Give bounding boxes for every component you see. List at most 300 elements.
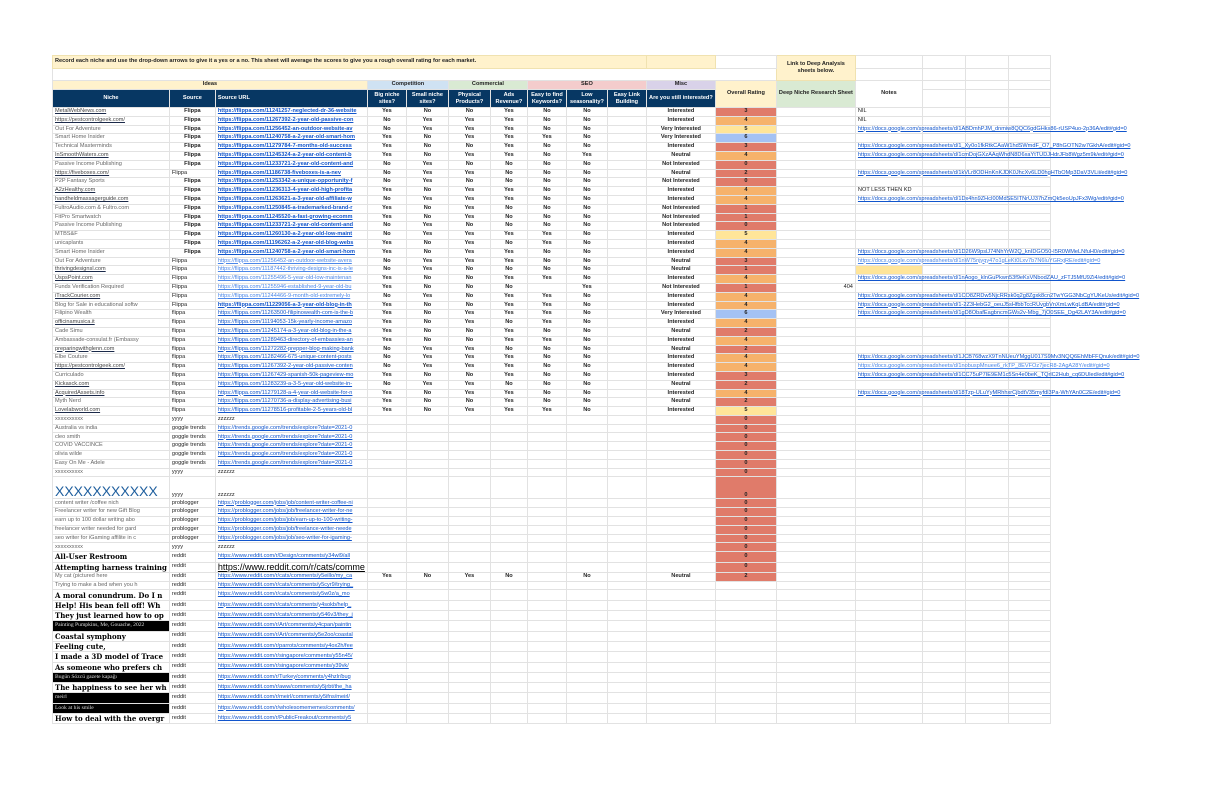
big-niche-cell[interactable]: Yes <box>367 398 406 407</box>
ads-cell[interactable]: Yes <box>490 187 527 196</box>
big-niche-cell[interactable]: Yes <box>367 310 406 319</box>
low-seasonality-cell[interactable]: No <box>566 178 607 187</box>
interest-dropdown[interactable] <box>646 683 715 693</box>
physical-cell[interactable]: Yes <box>448 389 490 398</box>
ads-cell[interactable] <box>490 433 527 442</box>
empty-cell[interactable] <box>965 266 1008 275</box>
ads-cell[interactable] <box>490 714 527 724</box>
physical-cell[interactable]: Yes <box>448 204 490 213</box>
link-building-cell[interactable] <box>607 672 646 682</box>
link-building-cell[interactable] <box>607 517 646 526</box>
notes-cell[interactable] <box>855 371 1125 380</box>
empty-cell[interactable] <box>965 499 1008 508</box>
niche-cell[interactable]: Bugün Sözcü gazete kapağı <box>53 672 170 682</box>
low-seasonality-cell[interactable]: No <box>566 371 607 380</box>
ads-cell[interactable]: Yes <box>490 151 527 160</box>
ads-cell[interactable] <box>490 477 527 499</box>
low-seasonality-cell[interactable]: No <box>566 213 607 222</box>
interest-dropdown[interactable] <box>646 590 715 600</box>
low-seasonality-cell[interactable]: No <box>566 345 607 354</box>
niche-cell[interactable]: unicaplants <box>53 239 170 248</box>
physical-cell[interactable]: No <box>448 336 490 345</box>
deep-research-cell[interactable] <box>776 672 855 682</box>
empty-cell[interactable] <box>922 116 965 125</box>
source-cell[interactable]: Flippa <box>169 160 215 169</box>
small-niche-cell[interactable]: No <box>406 143 448 152</box>
source-url-link[interactable]: https://flippa.com/11260130-a-2-year-old-low-maint <box>215 231 367 240</box>
source-cell[interactable]: Flippa <box>169 239 215 248</box>
notes-cell[interactable] <box>855 415 922 424</box>
easy-keywords-cell[interactable] <box>527 468 566 477</box>
empty-cell[interactable] <box>922 283 965 292</box>
low-seasonality-cell[interactable] <box>566 424 607 433</box>
deep-research-cell[interactable] <box>776 525 855 534</box>
deep-research-cell[interactable] <box>776 169 855 178</box>
empty-cell[interactable] <box>965 459 1008 468</box>
deep-research-cell[interactable] <box>776 116 855 125</box>
small-niche-cell[interactable]: Yes <box>406 169 448 178</box>
small-niche-cell[interactable]: Yes <box>406 160 448 169</box>
empty-cell[interactable] <box>1008 703 1050 713</box>
link-building-cell[interactable] <box>607 151 646 160</box>
deep-research-cell[interactable] <box>776 459 855 468</box>
easy-keywords-cell[interactable] <box>527 433 566 442</box>
physical-cell[interactable]: Yes <box>448 169 490 178</box>
easy-keywords-cell[interactable] <box>527 552 566 562</box>
small-niche-cell[interactable] <box>406 534 448 543</box>
link-building-cell[interactable] <box>607 195 646 204</box>
notes-cell[interactable] <box>855 611 922 621</box>
empty-cell[interactable] <box>1008 652 1050 662</box>
big-niche-cell[interactable]: Yes <box>367 572 406 581</box>
small-niche-cell[interactable] <box>406 693 448 703</box>
ads-cell[interactable]: Yes <box>490 363 527 372</box>
empty-cell[interactable] <box>922 562 965 572</box>
link-building-cell[interactable] <box>607 600 646 610</box>
deep-research-cell[interactable] <box>776 160 855 169</box>
deep-research-cell[interactable] <box>776 543 855 552</box>
big-niche-cell[interactable]: No <box>367 257 406 266</box>
notes-cell[interactable] <box>855 257 1101 266</box>
notes-cell[interactable] <box>855 301 1120 310</box>
notes-cell[interactable] <box>855 134 922 143</box>
niche-cell[interactable]: P2P Fantasy Sports <box>53 178 170 187</box>
empty-cell[interactable] <box>965 380 1008 389</box>
empty-cell[interactable] <box>1008 266 1050 275</box>
niche-cell[interactable]: Trying to make a bed when you h <box>53 581 170 590</box>
notes-cell[interactable] <box>855 703 922 713</box>
notes-cell[interactable] <box>855 239 922 248</box>
notes-cell[interactable] <box>855 345 922 354</box>
empty-cell[interactable] <box>922 204 965 213</box>
physical-cell[interactable]: Yes <box>448 345 490 354</box>
easy-keywords-cell[interactable]: No <box>527 178 566 187</box>
notes-cell[interactable] <box>855 310 1126 319</box>
ads-cell[interactable]: Yes <box>490 108 527 117</box>
niche-cell[interactable]: Ambassade-consulat.fr (Embassy <box>53 336 170 345</box>
empty-cell[interactable] <box>965 693 1008 703</box>
easy-keywords-cell[interactable]: Yes <box>527 275 566 284</box>
small-niche-cell[interactable]: No <box>406 134 448 143</box>
source-url-link[interactable]: https://trends.google.com/trends/explore?date=2021-0 <box>215 433 367 442</box>
deep-research-cell[interactable] <box>776 292 855 301</box>
source-cell[interactable]: goggle trends <box>169 451 215 460</box>
interest-dropdown[interactable] <box>646 415 715 424</box>
deep-research-cell[interactable] <box>776 266 855 275</box>
empty-cell[interactable] <box>1008 590 1050 600</box>
small-niche-cell[interactable]: Yes <box>406 354 448 363</box>
interest-dropdown[interactable]: Interested <box>646 143 715 152</box>
empty-cell[interactable] <box>1008 459 1050 468</box>
source-cell[interactable]: Flippa <box>169 257 215 266</box>
low-seasonality-cell[interactable]: No <box>566 231 607 240</box>
big-niche-cell[interactable]: Yes <box>367 407 406 416</box>
big-niche-cell[interactable] <box>367 621 406 631</box>
interest-dropdown[interactable] <box>646 424 715 433</box>
empty-cell[interactable] <box>922 459 965 468</box>
notes-cell[interactable] <box>855 160 922 169</box>
physical-cell[interactable] <box>448 693 490 703</box>
notes-cell[interactable] <box>855 266 922 275</box>
deep-research-cell[interactable] <box>776 468 855 477</box>
deep-research-cell[interactable] <box>776 319 855 328</box>
source-url-link[interactable]: https://flippa.com/11255496-5-year-old-low-maintenan <box>215 275 367 284</box>
empty-cell[interactable] <box>922 703 965 713</box>
empty-cell[interactable] <box>1008 380 1050 389</box>
interest-dropdown[interactable]: Not Interested <box>646 213 715 222</box>
empty-cell[interactable] <box>1008 239 1050 248</box>
empty-cell[interactable] <box>1008 562 1050 572</box>
big-niche-cell[interactable] <box>367 652 406 662</box>
source-url-link[interactable]: zzzzzz <box>215 415 367 424</box>
low-seasonality-cell[interactable]: No <box>566 125 607 134</box>
link-building-cell[interactable] <box>607 283 646 292</box>
link-building-cell[interactable] <box>607 275 646 284</box>
interest-dropdown[interactable]: Interested <box>646 275 715 284</box>
deep-research-cell[interactable] <box>776 248 855 257</box>
source-cell[interactable]: flippa <box>169 363 215 372</box>
easy-keywords-cell[interactable] <box>527 283 566 292</box>
ads-cell[interactable] <box>490 525 527 534</box>
deep-research-cell[interactable] <box>776 534 855 543</box>
ads-cell[interactable] <box>490 415 527 424</box>
physical-cell[interactable] <box>448 641 490 651</box>
source-cell[interactable]: flippa <box>169 310 215 319</box>
source-url-link[interactable]: https://problogger.com/jobs/job/earn-up-to-100-writing- <box>215 517 367 526</box>
physical-cell[interactable] <box>448 714 490 724</box>
easy-keywords-cell[interactable] <box>527 662 566 672</box>
niche-cell[interactable]: A2zHealthy.com <box>53 187 170 196</box>
interest-dropdown[interactable] <box>646 662 715 672</box>
niche-cell[interactable]: Feeling cute, <box>53 641 170 651</box>
interest-dropdown[interactable]: Interested <box>646 187 715 196</box>
source-url-link[interactable]: https://flippa.com/11279128-a-4-year-old-website-for-n <box>215 389 367 398</box>
big-niche-cell[interactable] <box>367 451 406 460</box>
low-seasonality-cell[interactable] <box>566 662 607 672</box>
physical-cell[interactable] <box>448 424 490 433</box>
physical-cell[interactable]: No <box>448 160 490 169</box>
notes-link[interactable]: https://docs.google.com/spreadsheets/d/1nW75njyqy47o1gLeKt0Lxv7b7N6luYGRxjRE/edit#gid=0 <box>857 257 1101 264</box>
source-url-link[interactable]: https://flippa.com/11279784-7-months-old-success <box>215 143 367 152</box>
source-url-link[interactable]: https://flippa.com/11270736-a-display-advertising-busi <box>215 398 367 407</box>
notes-link[interactable]: https://docs.google.com/spreadsheets/d/1ABDmhPJM_dnmiw8QQC6gdGHkx86-rUSP4uo-2p36A/edit#gid=0 <box>857 125 1127 132</box>
easy-keywords-cell[interactable] <box>527 459 566 468</box>
low-seasonality-cell[interactable] <box>566 600 607 610</box>
source-url-link[interactable]: https://problogger.com/jobs/job/freelancer-writer-for-ne <box>215 508 367 517</box>
interest-dropdown[interactable] <box>646 672 715 682</box>
notes-cell[interactable] <box>855 543 922 552</box>
deep-research-cell[interactable] <box>776 703 855 713</box>
source-cell[interactable]: flippa <box>169 380 215 389</box>
empty-cell[interactable] <box>1008 231 1050 240</box>
interest-dropdown[interactable]: Neutral <box>646 151 715 160</box>
easy-keywords-cell[interactable] <box>527 572 566 581</box>
empty-cell[interactable] <box>1008 451 1050 460</box>
deep-research-cell[interactable] <box>776 195 855 204</box>
ads-cell[interactable]: Yes <box>490 257 527 266</box>
source-url-link[interactable]: https://www.reddit.com/r/wholesomememes/comments/ <box>215 703 367 713</box>
ads-cell[interactable]: Yes <box>490 327 527 336</box>
empty-cell[interactable] <box>965 327 1008 336</box>
big-niche-cell[interactable]: No <box>367 363 406 372</box>
notes-cell[interactable] <box>855 275 1126 284</box>
low-seasonality-cell[interactable] <box>566 525 607 534</box>
easy-keywords-cell[interactable] <box>527 714 566 724</box>
big-niche-cell[interactable] <box>367 477 406 499</box>
notes-cell[interactable] <box>855 572 922 581</box>
link-building-cell[interactable] <box>607 108 646 117</box>
low-seasonality-cell[interactable]: No <box>566 292 607 301</box>
notes-cell[interactable] <box>855 552 922 562</box>
big-niche-cell[interactable] <box>367 662 406 672</box>
source-url-link[interactable]: https://problogger.com/jobs/job/content-writer-coffee-ni <box>215 499 367 508</box>
notes-cell[interactable] <box>855 641 922 651</box>
low-seasonality-cell[interactable]: No <box>566 257 607 266</box>
notes-cell[interactable] <box>855 327 922 336</box>
deep-research-cell[interactable] <box>776 581 855 590</box>
physical-cell[interactable]: Yes <box>448 151 490 160</box>
physical-cell[interactable] <box>448 600 490 610</box>
empty-cell[interactable] <box>922 552 965 562</box>
niche-cell[interactable]: Passive Income Publishing <box>53 222 170 231</box>
niche-cell[interactable]: Look at his smile <box>53 703 170 713</box>
low-seasonality-cell[interactable]: No <box>566 116 607 125</box>
easy-keywords-cell[interactable]: No <box>527 160 566 169</box>
small-niche-cell[interactable]: Yes <box>406 266 448 275</box>
small-niche-cell[interactable] <box>406 683 448 693</box>
niche-cell[interactable]: I made a 3D model of Trace <box>53 652 170 662</box>
physical-cell[interactable] <box>448 477 490 499</box>
source-url-link[interactable]: https://www.reddit.com/r/singapore/comments/y55n45/ <box>215 652 367 662</box>
deep-research-cell[interactable] <box>776 125 855 134</box>
empty-cell[interactable] <box>965 641 1008 651</box>
source-cell[interactable]: Flippa <box>169 301 215 310</box>
big-niche-cell[interactable]: No <box>367 116 406 125</box>
source-cell[interactable]: goggle trends <box>169 459 215 468</box>
niche-cell[interactable]: COVID VACCINCE <box>53 442 170 451</box>
ads-cell[interactable] <box>490 543 527 552</box>
ads-cell[interactable] <box>490 600 527 610</box>
niche-cell[interactable]: Lovelabworld.com <box>53 407 170 416</box>
interest-dropdown[interactable]: Interested <box>646 195 715 204</box>
empty-cell[interactable] <box>965 534 1008 543</box>
low-seasonality-cell[interactable]: No <box>566 160 607 169</box>
source-cell[interactable]: reddit <box>169 703 215 713</box>
link-building-cell[interactable] <box>607 169 646 178</box>
deep-research-cell[interactable]: 404 <box>776 283 855 292</box>
small-niche-cell[interactable]: Yes <box>406 257 448 266</box>
easy-keywords-cell[interactable]: Yes <box>527 231 566 240</box>
physical-cell[interactable] <box>448 468 490 477</box>
empty-cell[interactable] <box>1008 600 1050 610</box>
empty-cell[interactable] <box>965 672 1008 682</box>
physical-cell[interactable] <box>448 662 490 672</box>
easy-keywords-cell[interactable]: No <box>527 345 566 354</box>
ads-cell[interactable] <box>490 621 527 631</box>
source-url-link[interactable]: https://flippa.com/11255946-established-9-year-old-bu <box>215 283 367 292</box>
physical-cell[interactable]: Yes <box>448 407 490 416</box>
link-building-cell[interactable] <box>607 562 646 572</box>
niche-cell[interactable]: How to deal with the overgr <box>53 714 170 724</box>
ads-cell[interactable] <box>490 652 527 662</box>
small-niche-cell[interactable]: No <box>406 275 448 284</box>
niche-cell[interactable]: Passive Income Publishing <box>53 160 170 169</box>
source-cell[interactable]: Flippa <box>169 248 215 257</box>
big-niche-cell[interactable]: Yes <box>367 151 406 160</box>
empty-cell[interactable] <box>922 213 965 222</box>
notes-cell[interactable] <box>855 292 1140 301</box>
deep-research-cell[interactable] <box>776 562 855 572</box>
deep-research-cell[interactable] <box>776 222 855 231</box>
notes-cell[interactable] <box>855 222 922 231</box>
low-seasonality-cell[interactable]: Yes <box>566 283 607 292</box>
niche-cell[interactable]: preparingwithglenn.com <box>53 345 170 354</box>
easy-keywords-cell[interactable]: Yes <box>527 239 566 248</box>
interest-dropdown[interactable] <box>646 562 715 572</box>
easy-keywords-cell[interactable]: No <box>527 389 566 398</box>
ads-cell[interactable] <box>490 662 527 672</box>
niche-cell[interactable]: Easy On Me - Adele <box>53 459 170 468</box>
deep-research-cell[interactable] <box>776 275 855 284</box>
physical-cell[interactable] <box>448 590 490 600</box>
physical-cell[interactable]: Yes <box>448 116 490 125</box>
empty-cell[interactable] <box>1008 693 1050 703</box>
link-building-cell[interactable] <box>607 581 646 590</box>
link-building-cell[interactable] <box>607 543 646 552</box>
source-cell[interactable]: flippa <box>169 389 215 398</box>
physical-cell[interactable]: Yes <box>448 363 490 372</box>
link-building-cell[interactable] <box>607 631 646 641</box>
source-cell[interactable]: problogger <box>169 508 215 517</box>
deep-research-cell[interactable] <box>776 178 855 187</box>
empty-cell[interactable] <box>922 611 965 621</box>
small-niche-cell[interactable]: No <box>406 572 448 581</box>
ads-cell[interactable]: No <box>490 178 527 187</box>
notes-link[interactable]: https://docs.google.com/spreadsheets/d/1gD8ObafEagbncmGWs2v-Mbg_7jO0SEE_Dg42LAY3A/edit#gid=0 <box>857 310 1126 317</box>
small-niche-cell[interactable]: No <box>406 327 448 336</box>
physical-cell[interactable] <box>448 562 490 572</box>
link-building-cell[interactable] <box>607 534 646 543</box>
physical-cell[interactable] <box>448 499 490 508</box>
small-niche-cell[interactable]: No <box>406 283 448 292</box>
niche-cell[interactable]: Myth Nerd <box>53 398 170 407</box>
empty-cell[interactable] <box>922 662 965 672</box>
empty-cell[interactable] <box>922 572 965 581</box>
ads-cell[interactable] <box>490 590 527 600</box>
source-url-link[interactable]: https://flippa.com/11194053-15k-yearly-income-amazo <box>215 319 367 328</box>
ads-cell[interactable]: Yes <box>490 389 527 398</box>
big-niche-cell[interactable]: No <box>367 231 406 240</box>
ads-cell[interactable] <box>490 499 527 508</box>
big-niche-cell[interactable]: Yes <box>367 371 406 380</box>
easy-keywords-cell[interactable]: Yes <box>527 134 566 143</box>
big-niche-cell[interactable]: Yes <box>367 248 406 257</box>
link-building-cell[interactable] <box>607 611 646 621</box>
physical-cell[interactable] <box>448 581 490 590</box>
source-cell[interactable]: Flippa <box>169 231 215 240</box>
ads-cell[interactable] <box>490 459 527 468</box>
physical-cell[interactable]: Yes <box>448 310 490 319</box>
small-niche-cell[interactable]: Yes <box>406 125 448 134</box>
big-niche-cell[interactable]: No <box>367 160 406 169</box>
ads-cell[interactable] <box>490 581 527 590</box>
big-niche-cell[interactable] <box>367 499 406 508</box>
source-cell[interactable]: Flippa <box>169 283 215 292</box>
big-niche-cell[interactable] <box>367 424 406 433</box>
source-cell[interactable]: reddit <box>169 662 215 672</box>
link-building-cell[interactable] <box>607 292 646 301</box>
deep-research-cell[interactable] <box>776 204 855 213</box>
notes-cell[interactable] <box>855 424 922 433</box>
source-url-link[interactable]: https://flippa.com/11196262-a-2-year-old-blog-webs <box>215 239 367 248</box>
low-seasonality-cell[interactable]: No <box>566 187 607 196</box>
link-building-cell[interactable] <box>607 407 646 416</box>
small-niche-cell[interactable] <box>406 552 448 562</box>
easy-keywords-cell[interactable]: No <box>527 354 566 363</box>
small-niche-cell[interactable]: No <box>406 336 448 345</box>
easy-keywords-cell[interactable] <box>527 499 566 508</box>
source-url-link[interactable]: https://www.reddit.com/r/meirl/comments/y5ifns/meirl/ <box>215 693 367 703</box>
small-niche-cell[interactable]: No <box>406 204 448 213</box>
niche-cell[interactable]: handheldmassagerguide.com <box>53 195 170 204</box>
niche-cell[interactable]: FultroAudio.com & Fultro.com <box>53 204 170 213</box>
low-seasonality-cell[interactable] <box>566 683 607 693</box>
niche-cell[interactable]: Freelancer writer for new Gift Blog <box>53 508 170 517</box>
big-niche-cell[interactable] <box>367 442 406 451</box>
source-cell[interactable]: yyyy <box>169 477 215 499</box>
big-niche-cell[interactable] <box>367 703 406 713</box>
empty-cell[interactable] <box>965 178 1008 187</box>
ads-cell[interactable]: No <box>490 266 527 275</box>
physical-cell[interactable] <box>448 631 490 641</box>
deep-research-cell[interactable] <box>776 257 855 266</box>
interest-dropdown[interactable]: Interested <box>646 301 715 310</box>
big-niche-cell[interactable] <box>367 611 406 621</box>
big-niche-cell[interactable]: No <box>367 266 406 275</box>
source-cell[interactable]: yyyy <box>169 543 215 552</box>
empty-cell[interactable] <box>922 442 965 451</box>
interest-dropdown[interactable] <box>646 525 715 534</box>
interest-dropdown[interactable]: Not Interested <box>646 222 715 231</box>
big-niche-cell[interactable]: No <box>367 125 406 134</box>
empty-cell[interactable] <box>965 442 1008 451</box>
notes-link[interactable]: https://docs.google.com/spreadsheets/d/1Dx4hn9ZHcI00MdSE5ITNrUJ37hZmQk5eoUpJFx3Wg/edit#gid=0 <box>857 195 1124 202</box>
interest-dropdown[interactable]: Interested <box>646 231 715 240</box>
source-url-link[interactable]: https://flippa.com/11256452-an-outdoor-website-av <box>215 125 367 134</box>
empty-cell[interactable] <box>1008 714 1050 724</box>
source-cell[interactable]: Flippa <box>169 116 215 125</box>
easy-keywords-cell[interactable] <box>527 600 566 610</box>
